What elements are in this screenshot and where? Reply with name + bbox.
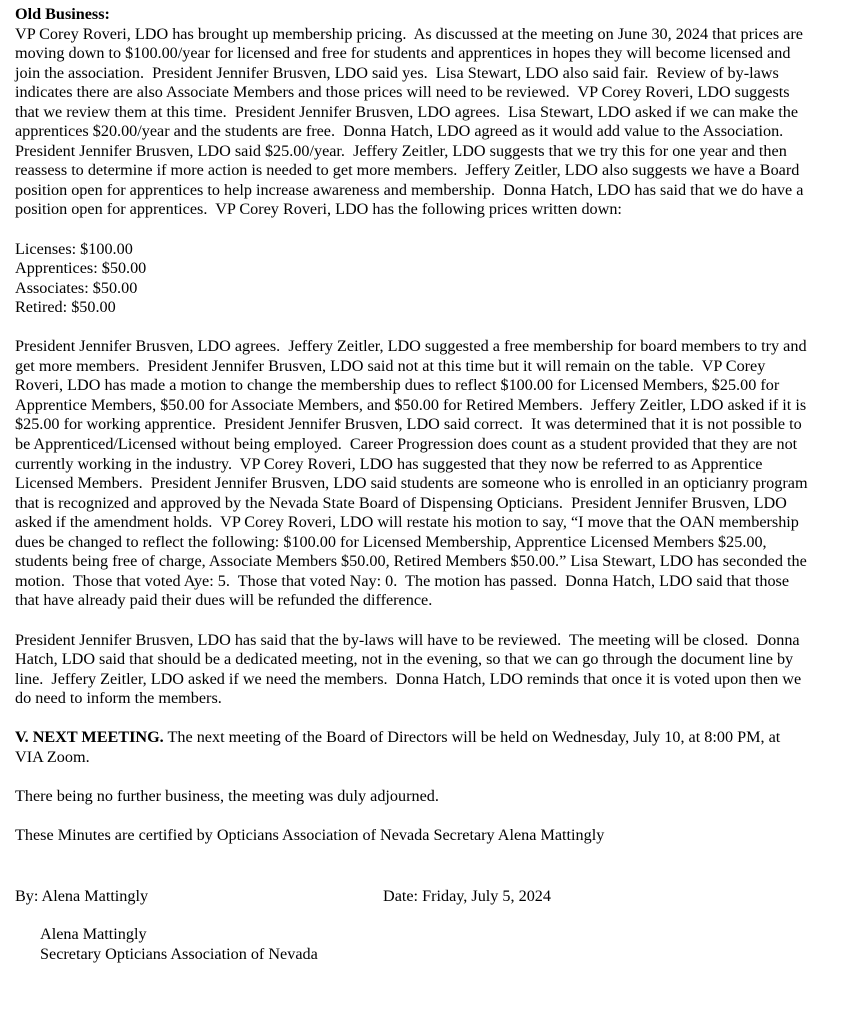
paragraph-gap	[15, 767, 860, 787]
price-list	[15, 240, 860, 318]
signed-by: By: Alena Mattingly	[15, 887, 149, 905]
text-line: reassess to determine if more action is needed to get more members. Jeffery Zeitler, LDO also suggests we have a Board	[15, 161, 800, 180]
price-item-retired: Retired: $50.00	[15, 298, 116, 317]
text-line: position open for apprentices. VP Corey Roveri, LDO has the following prices written down:	[15, 200, 622, 219]
signature-row	[15, 887, 860, 907]
text-line: indicates there are also Associate Members and those prices will need to be reviewed. VP Corey Roveri, LDO suggests	[15, 83, 790, 102]
text-line: Apprentice Members, $50.00 for Associate Members, and $50.00 for Retired Members. Jeffery Zeitler, LDO asked if it is	[15, 395, 807, 414]
old-business-paragraph-3	[15, 631, 860, 709]
text-line: dues be changed to reflect the following: $100.00 for Licensed Membership, Apprentice Licensed Members $25.00,	[15, 532, 767, 551]
old-business-heading: Old Business:	[15, 5, 110, 23]
text-line: that we review them at this time. President Jennifer Brusven, LDO agrees. Lisa Stewart, LDO asked if we can make the	[15, 102, 799, 121]
text-line: Hatch, LDO said that should be a dedicated meeting, not in the evening, so that we can go through the document line by	[15, 650, 794, 669]
text-line: apprentices $20.00/year and the students are free. Donna Hatch, LDO agreed as it would add value to the Association.	[15, 122, 784, 141]
signature-date: Date: Friday, July 5, 2024	[383, 887, 551, 905]
paragraph-gap	[15, 318, 860, 338]
paragraph-gap	[15, 709, 860, 729]
text-line: Roveri, LDO has made a motion to change the membership dues to reflect $100.00 for Licensed Members, $25.00 for	[15, 376, 780, 395]
text-line: President Jennifer Brusven, LDO has said that the by-laws will have to be reviewed. The meeting will be closed. Donna	[15, 630, 800, 649]
text-line: motion. Those that voted Aye: 5. Those that voted Nay: 0. The motion has passed. Donna Hatch, LDO said that those	[15, 571, 790, 590]
text-line: moving down to $100.00/year for licensed and free for students and apprentices in hopes they will become licensed and	[15, 44, 791, 63]
secretary-name: Alena Mattingly	[40, 925, 147, 943]
meeting-minutes-document	[15, 5, 860, 846]
text-line: position open for apprentices to help increase awareness and membership. Donna Hatch, LDO has said that we do have a	[15, 180, 804, 199]
text-line: join the association. President Jennifer Brusven, LDO said yes. Lisa Stewart, LDO also said fair. Review of by-laws	[15, 63, 779, 82]
text-line: $25.00 for working apprentice. President Jennifer Brusven, LDO said correct. It was determined that it is not possible to	[15, 415, 802, 434]
next-meeting-text: The next meeting of the Board of Directors will be held on Wednesday, July 10, at 8:00 PM, at	[163, 728, 781, 747]
text-line: asked if the amendment holds. VP Corey Roveri, LDO will restate his motion to say, “I move that the OAN membership	[15, 513, 799, 532]
text-line: students being free of charge, Associate Members $50.00, Retired Members $50.00.” Lisa Stewart, LDO has seconded the	[15, 552, 807, 571]
next-meeting-label: V. NEXT MEETING.	[15, 728, 164, 747]
next-meeting-line	[15, 728, 860, 748]
text-line: President Jennifer Brusven, LDO said $25.00/year. Jeffery Zeitler, LDO suggests that we try this for one year and then	[15, 141, 787, 160]
secretary-title: Secretary Opticians Association of Nevada	[40, 944, 318, 963]
next-meeting-section	[15, 728, 860, 767]
text-line: currently working in the industry. VP Corey Roveri, LDO has suggested that they now be referred to as Apprentice	[15, 454, 763, 473]
paragraph-gap	[15, 611, 860, 631]
text-line: that have already paid their dues will be refunded the difference.	[15, 591, 433, 610]
price-item-licenses: Licenses: $100.00	[15, 239, 133, 258]
price-item-apprentices: Apprentices: $50.00	[15, 259, 147, 278]
text-line: get more members. President Jennifer Brusven, LDO said not at this time but it will remain on the table. VP Corey	[15, 356, 766, 375]
price-item-associates: Associates: $50.00	[15, 278, 138, 297]
old-business-paragraph-2	[15, 337, 860, 611]
text-line: line. Jeffery Zeitler, LDO asked if we need the members. Donna Hatch, LDO reminds that once it is voted upon then we	[15, 669, 802, 688]
text-line: VP Corey Roveri, LDO has brought up membership pricing. As discussed at the meeting on June 30, 2024 that prices are	[15, 24, 803, 43]
adjournment-statement: There being no further business, the meeting was duly adjourned.	[15, 786, 439, 805]
paragraph-gap	[15, 220, 860, 240]
text-line: do need to inform the members.	[15, 689, 222, 708]
paragraph-gap	[15, 806, 860, 826]
text-line: that is recognized and approved by the Nevada State Board of Dispensing Opticians. President Jennifer Brusven, LDO	[15, 493, 787, 512]
certification-statement: These Minutes are certified by Opticians Association of Nevada Secretary Alena Mattingly	[15, 825, 605, 844]
text-line: President Jennifer Brusven, LDO agrees. Jeffery Zeitler, LDO suggested a free membership for board members to try and	[15, 337, 807, 356]
text-line: be Apprenticed/Licensed without being employed. Career Progression does count as a student provided that they are not	[15, 435, 798, 454]
next-meeting-location: VIA Zoom.	[15, 747, 90, 766]
text-line: Licensed Members. President Jennifer Brusven, LDO said students are someone who is enrolled in an opticianry program	[15, 474, 808, 493]
signature-block	[40, 925, 318, 964]
old-business-paragraph-1	[15, 25, 860, 220]
